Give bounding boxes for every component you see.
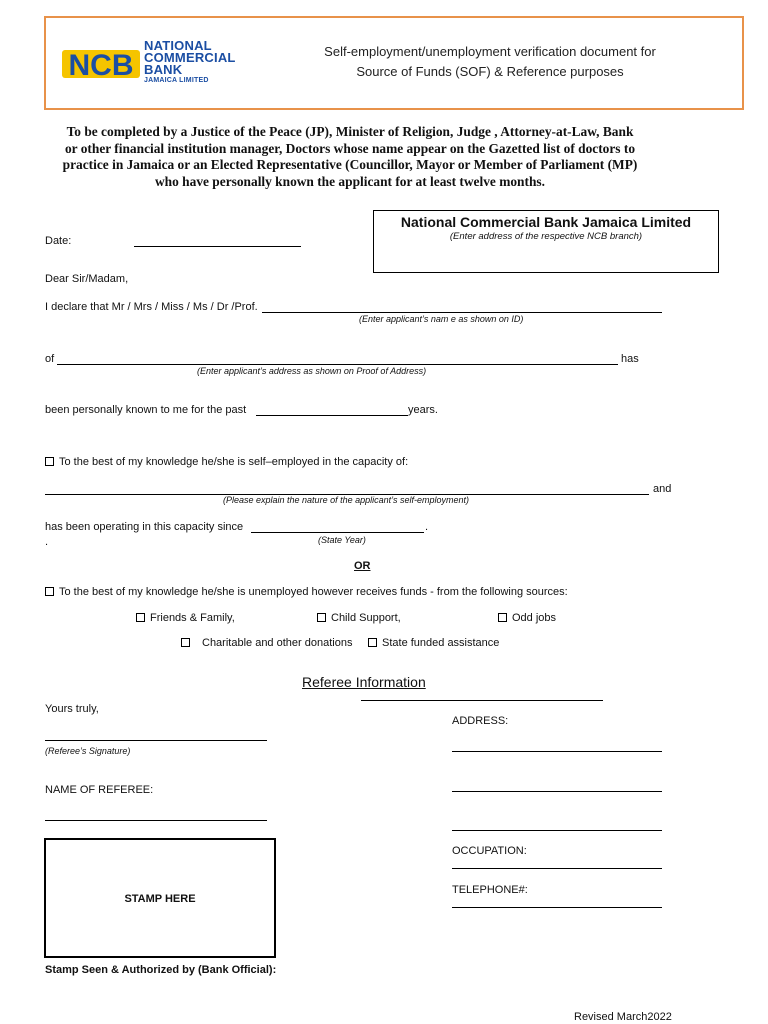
applicant-name-field[interactable]	[262, 312, 662, 313]
unemployed-option[interactable]	[45, 586, 568, 599]
source-state[interactable]	[368, 637, 499, 650]
state-label: State funded assistance	[382, 637, 500, 649]
intro-line4: who have personally known the applicant for at least twelve months.	[155, 173, 545, 189]
source-friends[interactable]	[136, 612, 235, 625]
title-line1: Self-employment/unemployment verification document for	[324, 44, 656, 59]
ncb-logo	[62, 40, 252, 90]
child-support-label: Child Support,	[331, 612, 401, 624]
referee-name-label: NAME OF REFEREE:	[45, 784, 154, 796]
operating-since-field[interactable]	[251, 532, 424, 533]
branch-title: National Commercial Bank Jamaica Limited	[400, 214, 692, 230]
has-label: has	[621, 353, 639, 365]
applicant-name-hint: (Enter applicant’s nam e as shown on ID)	[359, 314, 524, 324]
referee-signature-field[interactable]	[45, 740, 267, 741]
odd-jobs-checkbox[interactable]	[498, 613, 507, 622]
referee-name-field[interactable]	[45, 820, 267, 821]
stamp-seen-label: Stamp Seen & Authorized by (Bank Official):	[45, 964, 277, 976]
yours-truly: Yours truly,	[45, 703, 99, 715]
intro-paragraph	[40, 124, 660, 190]
source-child-support[interactable]	[317, 612, 401, 625]
years-known-field[interactable]	[256, 415, 408, 416]
odd-jobs-label: Odd jobs	[512, 612, 557, 624]
date-field[interactable]	[134, 246, 301, 247]
referee-address-field-3[interactable]	[452, 830, 662, 831]
referee-address-field-2[interactable]	[452, 791, 662, 792]
operating-dot: .	[425, 521, 429, 533]
unemployed-checkbox[interactable]	[45, 587, 54, 596]
operating-since-label: has been operating in this capacity since	[45, 521, 244, 533]
ncb-logo-icon	[62, 44, 140, 84]
charity-label: Charitable and other donations	[202, 637, 353, 649]
known-prefix: been personally known to me for the past	[45, 404, 247, 416]
charity-checkbox[interactable]	[181, 638, 190, 647]
logo-line4: JAMAICA LIMITED	[144, 77, 209, 84]
signature-hint: (Referee’s Signature)	[45, 746, 131, 756]
known-suffix: years.	[408, 404, 438, 416]
document-title	[300, 42, 680, 82]
source-odd-jobs[interactable]	[498, 612, 556, 625]
or-label: OR	[354, 560, 371, 572]
declare-label: I declare that Mr / Mrs / Miss / Ms / Dr /Prof.	[45, 301, 258, 313]
source-charity[interactable]	[181, 637, 352, 650]
and-label: and	[653, 483, 672, 495]
logo-mark-text: NCB	[68, 49, 134, 82]
referee-section-title: Referee Information	[302, 674, 426, 690]
logo-line1: NATIONAL	[144, 38, 212, 53]
occupation-field[interactable]	[452, 868, 662, 869]
state-year-hint: (State Year)	[318, 535, 366, 545]
occupation-label: OCCUPATION:	[452, 845, 527, 857]
applicant-address-field[interactable]	[57, 364, 618, 365]
intro-line3: practice in Jamaica or an Elected Representative (Councillor, Mayor or Member of Parliament (MP)	[62, 157, 638, 172]
child-support-checkbox[interactable]	[317, 613, 326, 622]
telephone-label: TELEPHONE#:	[452, 884, 528, 896]
friends-label: Friends & Family,	[150, 612, 235, 624]
salutation: Dear Sir/Madam,	[45, 273, 129, 285]
unemployed-label: To the best of my knowledge he/she is unemployed however receives funds - from the following sources:	[59, 586, 568, 598]
title-line2: Source of Funds (SOF) & Reference purposes	[356, 64, 624, 79]
intro-line2: or other financial institution manager, Doctors whose name appear on the Gazetted list of doctors to	[64, 140, 636, 156]
friends-checkbox[interactable]	[136, 613, 145, 622]
revised-date: Revised March2022	[574, 1011, 672, 1023]
applicant-address-hint: (Enter applicant’s address as shown on Proof of Address)	[197, 366, 427, 376]
logo-line2: COMMERCIAL	[144, 50, 236, 65]
stamp-label: STAMP HERE	[124, 893, 196, 905]
logo-line3: BANK	[144, 62, 183, 77]
intro-line1: To be completed by a Justice of the Peace (JP), Minister of Religion, Judge , Attorney-at-Law, Bank	[66, 124, 634, 139]
date-label: Date:	[45, 235, 72, 247]
self-employed-label: To the best of my knowledge he/she is self–employed in the capacity of:	[59, 456, 409, 468]
logo-wordmark	[144, 40, 236, 85]
telephone-field[interactable]	[452, 907, 662, 908]
branch-hint: (Enter address of the respective NCB branch)	[449, 231, 643, 242]
state-checkbox[interactable]	[368, 638, 377, 647]
referee-address-field-1[interactable]	[452, 751, 662, 752]
self-employed-option[interactable]	[45, 456, 408, 469]
self-employed-checkbox[interactable]	[45, 457, 54, 466]
address-label: ADDRESS:	[452, 715, 509, 727]
stray-dot: .	[45, 536, 49, 548]
of-label: of	[45, 353, 55, 365]
nature-hint: (Please explain the nature of the applicant’s self-employment)	[223, 495, 469, 505]
referee-top-line	[361, 700, 603, 701]
